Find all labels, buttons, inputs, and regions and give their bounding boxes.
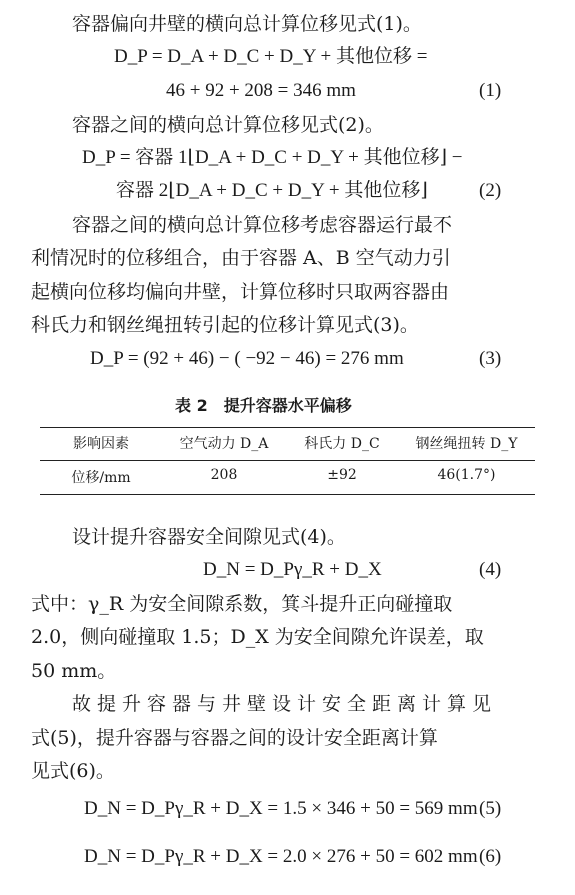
table-header-rope-torsion: 钢丝绳扭转 D_Y bbox=[415, 436, 518, 452]
equation-1-number: (1) bbox=[479, 80, 502, 101]
table-cell-air-dynamics: 208 bbox=[210, 467, 238, 483]
equation-2-line-1: D_P = 容器 1⌊D_A + D_C + D_Y + 其他位移⌋ − bbox=[82, 147, 463, 168]
paragraph-1: 容器偏向井壁的横向总计算位移见式(1)。 bbox=[72, 13, 422, 35]
table-middle-rule bbox=[40, 460, 535, 461]
table-cell-coriolis: ±92 bbox=[327, 467, 357, 483]
table-cell-rope-torsion: 46(1.7°) bbox=[437, 467, 496, 483]
paragraph-6-line-1: 故提升容器与井壁设计安全距离计算见 bbox=[72, 693, 498, 715]
table-row-label: 位移/mm bbox=[71, 470, 131, 486]
equation-1-line-2: 46 + 92 + 208 = 346 mm bbox=[166, 80, 356, 101]
table-top-rule bbox=[40, 427, 535, 428]
paragraph-5-line-1: 式中：γ_R 为安全间隙系数，箕斗提升正向碰撞取 bbox=[31, 593, 453, 615]
paragraph-3-line-3: 起横向位移均偏向井壁，计算位移时只取两容器由 bbox=[31, 281, 450, 303]
equation-6-number: (6) bbox=[479, 846, 502, 867]
equation-4-number: (4) bbox=[479, 559, 502, 580]
equation-4: D_N = D_Pγ_R + D_X bbox=[203, 559, 382, 580]
paragraph-6-line-3: 见式(6)。 bbox=[31, 760, 115, 782]
paragraph-5-line-3: 50 mm。 bbox=[31, 660, 117, 682]
paragraph-3-line-1: 容器之间的横向总计算位移考虑容器运行最不 bbox=[72, 214, 453, 236]
equation-5-number: (5) bbox=[479, 798, 502, 819]
paragraph-4: 设计提升容器安全间隙见式(4)。 bbox=[72, 526, 346, 548]
table-caption: 表 2 提升容器水平偏移 bbox=[175, 396, 352, 415]
equation-2-number: (2) bbox=[479, 180, 502, 201]
table-header-factor: 影响因素 bbox=[73, 436, 129, 452]
equation-6: D_N = D_Pγ_R + D_X = 2.0 × 276 + 50 = 602 mm bbox=[84, 846, 478, 867]
paragraph-3-line-2: 利情况时的位移组合，由于容器 A、B 空气动力引 bbox=[31, 247, 451, 269]
equation-3: D_P = (92 + 46) − ( −92 − 46) = 276 mm bbox=[90, 348, 404, 369]
paragraph-2: 容器之间的横向总计算位移见式(2)。 bbox=[72, 114, 384, 136]
paragraph-5-line-2: 2.0，侧向碰撞取 1.5；D_X 为安全间隙允许误差，取 bbox=[31, 626, 484, 648]
table-header-air-dynamics: 空气动力 D_A bbox=[179, 436, 269, 452]
paragraph-3-line-4: 科氏力和钢丝绳扭转引起的位移计算见式(3)。 bbox=[31, 314, 419, 336]
paragraph-6-line-2: 式(5)，提升容器与容器之间的设计安全距离计算 bbox=[31, 727, 438, 749]
equation-2-line-2: 容器 2⌊D_A + D_C + D_Y + 其他位移⌋ bbox=[116, 180, 428, 201]
table-bottom-rule bbox=[40, 494, 535, 495]
equation-1-line-1: D_P = D_A + D_C + D_Y + 其他位移 = bbox=[114, 46, 428, 67]
table-header-coriolis: 科氏力 D_C bbox=[304, 436, 380, 452]
equation-3-number: (3) bbox=[479, 348, 502, 369]
equation-5: D_N = D_Pγ_R + D_X = 1.5 × 346 + 50 = 569 mm bbox=[84, 798, 478, 819]
